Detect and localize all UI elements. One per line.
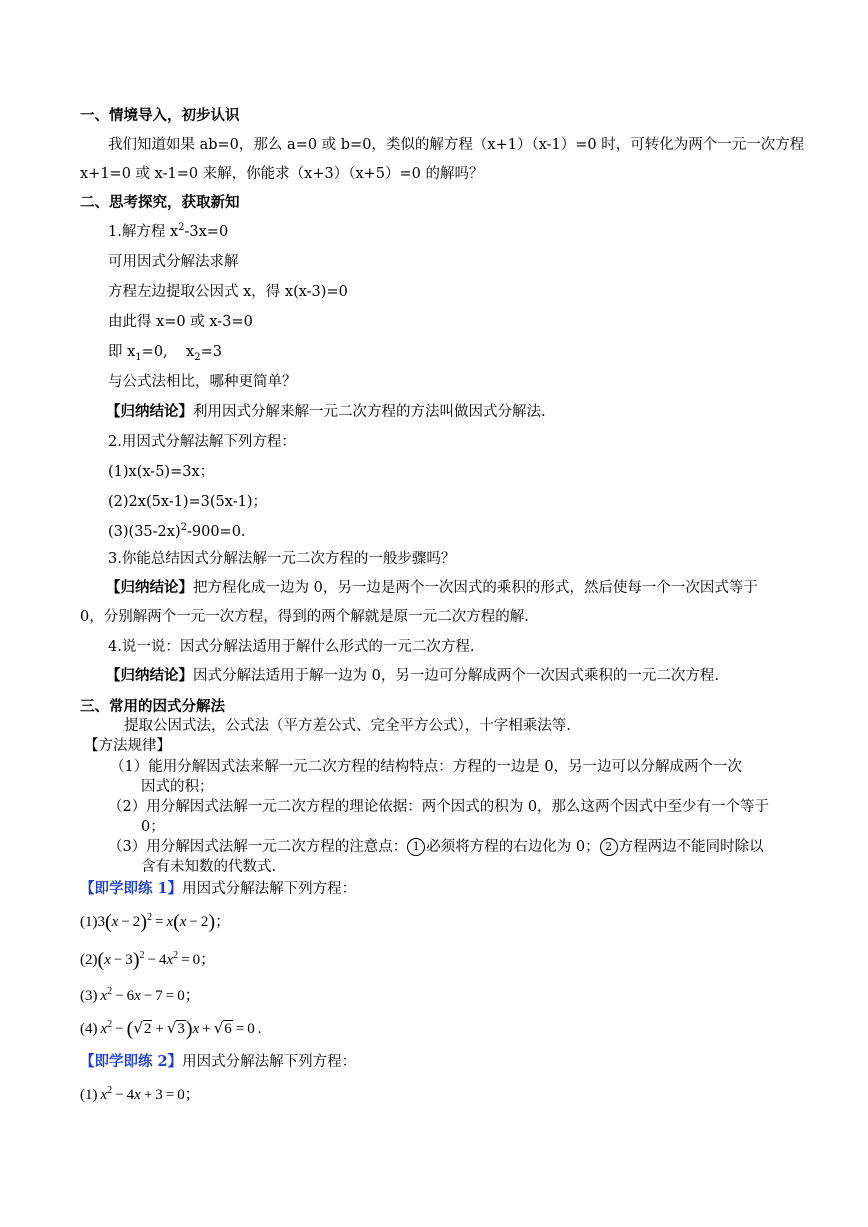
method-rules-tag: 【方法规律】 bbox=[84, 738, 171, 754]
rule-3-cont: 含有未知数的代数式. bbox=[141, 859, 277, 875]
paragraph-line: 由此得 x=0 或 x-3=0 bbox=[108, 314, 253, 330]
rule-1: （1）能用分解因式法来解一元二次方程的结构特点：方程的一边是 0，另一边可以分解成两个一次 bbox=[110, 759, 743, 775]
equation-4: (4) $x^2 - (√2 + √3)x + √6 = 0$ . bbox=[80, 1018, 262, 1040]
paragraph-line: 提取公因式法，公式法（平方差公式、完全平方公式），十字相乘法等. bbox=[124, 718, 571, 734]
circled-number: 2 bbox=[600, 838, 618, 856]
question-2: 2.用因式分解法解下列方程： bbox=[108, 434, 296, 450]
exercise-1-heading: 【即学即练 1】用因式分解法解下列方程： bbox=[80, 880, 357, 897]
exercise-item: (2)2x(5x-1)=3(5x-1)； bbox=[108, 494, 267, 510]
section-1-heading: 一、情境导入，初步认识 bbox=[80, 107, 240, 124]
exercise-2-heading: 【即学即练 2】用因式分解法解下列方程： bbox=[80, 1053, 357, 1070]
rule-3: （3）用分解因式法解一元二次方程的注意点： 1 必须将方程的右边化为 0； 2 方程两边不能同时除以 bbox=[108, 839, 764, 855]
conclusion-1: 【归纳结论】利用因式分解来解一元二次方程的方法叫做因式分解法. bbox=[106, 403, 546, 420]
equation-3: (3) $x^2 - 6x - 7 = 0$； bbox=[80, 986, 200, 1004]
equation-1: $(1)3(x - 2)^2 = x(x - 2)$； bbox=[80, 911, 231, 933]
section-3-heading: 三、常用的因式分解法 bbox=[80, 698, 225, 715]
paragraph-line: 可用因式分解法求解 bbox=[108, 254, 239, 270]
section-2-heading: 二、思考探究，获取新知 bbox=[80, 194, 240, 211]
rule-1-cont: 因式的积； bbox=[141, 779, 214, 795]
equation-5: (1) $x^2 - 4x + 3 = 0$； bbox=[80, 1085, 200, 1103]
question-4: 4.说一说：因式分解法适用于解什么形式的一元二次方程. bbox=[108, 639, 475, 655]
equation-2: $(2)(x - 3)^2 - 4x^2 = 0$； bbox=[80, 949, 216, 971]
paragraph-line: x+1=0 或 x-1=0 来解，你能求（x+3）（x+5）=0 的解吗？ bbox=[80, 166, 484, 182]
conclusion-3: 【归纳结论】因式分解法适用于解一边为 0，另一边可分解成两个一次因式乘积的一元二次方程. bbox=[106, 667, 719, 684]
paragraph-line: 0，分别解两个一元一次方程，得到的两个解就是原一元二次方程的解. bbox=[80, 609, 529, 625]
circled-number: 1 bbox=[407, 838, 425, 856]
paragraph-line: 我们知道如果 ab=0，那么 a=0 或 b=0，类似的解方程（x+1）（x-1）=0 时，可转化为两个一元一次方程 bbox=[108, 137, 805, 153]
exercise-item: $(3)(35-2x)^2-900=0$. bbox=[108, 522, 246, 540]
question-1: 1.解方程 $x^2-3x=0$ bbox=[108, 222, 229, 240]
paragraph-line: 方程左边提取公因式 x，得 x(x-3)=0 bbox=[108, 284, 348, 300]
exercise-item: (1)x(x-5)=3x； bbox=[108, 464, 215, 480]
conclusion-2: 【归纳结论】把方程化成一边为 0，另一边是两个一次因式的乘积的形式，然后使每一个一次因式等于 bbox=[106, 579, 758, 596]
solution-line: 即 $x_1=0$, $x_2=3$ bbox=[108, 344, 223, 363]
rule-2-cont: 0； bbox=[141, 819, 165, 835]
question-3: 3.你能总结因式分解法解一元二次方程的一般步骤吗？ bbox=[108, 551, 456, 567]
rule-2: （2）用分解因式法解一元二次方程的理论依据：两个因式的积为 0，那么这两个因式中至少有一个等于 bbox=[108, 799, 770, 815]
paragraph-line: 与公式法相比，哪种更简单？ bbox=[108, 374, 297, 390]
